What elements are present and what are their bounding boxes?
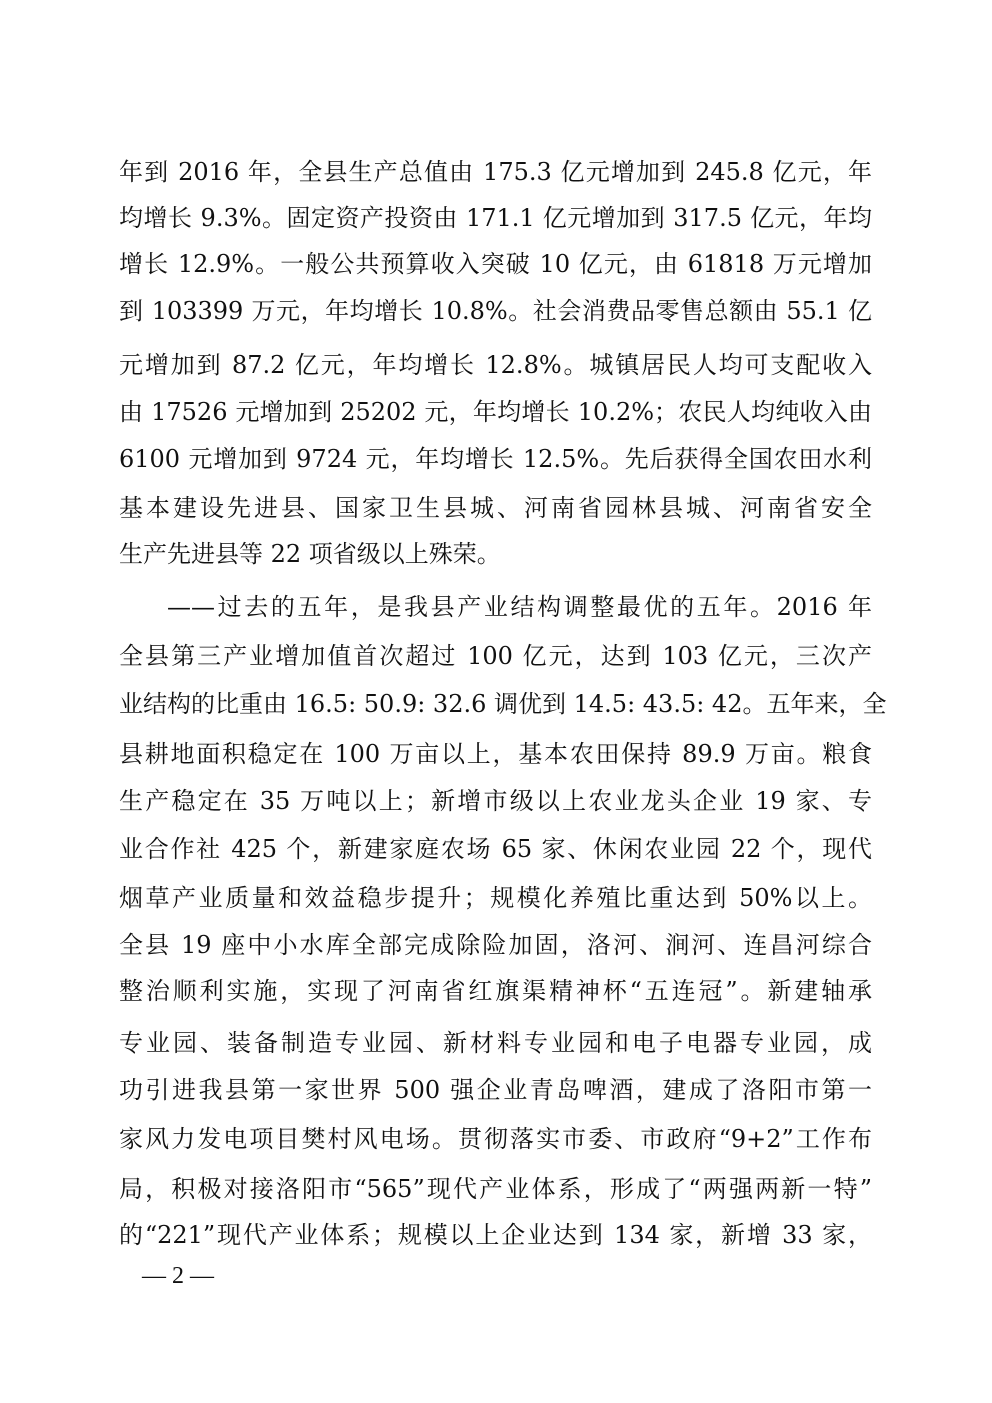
- text-line: 整治顺利实施，实现了河南省红旗渠精神杯“五连冠”。新建轴承: [119, 977, 872, 1005]
- text-line: 家风力发电项目樊村风电场。贯彻落实市委、市政府“9+2”工作布: [119, 1125, 872, 1153]
- text-line: 增长 12.9%。一般公共预算收入突破 10 亿元，由 61818 万元增加: [119, 250, 872, 278]
- text-line: ——过去的五年，是我县产业结构调整最优的五年。2016 年: [167, 593, 872, 621]
- text-line: 烟草产业质量和效益稳步提升；规模化养殖比重达到 50%以上。: [119, 884, 872, 912]
- text-line: 生产先进县等 22 项省级以上殊荣。: [119, 540, 501, 568]
- text-line: 元增加到 87.2 亿元，年均增长 12.8%。城镇居民人均可支配收入: [119, 351, 872, 379]
- text-line: 的“221”现代产业体系；规模以上企业达到 134 家，新增 33 家，: [119, 1221, 872, 1249]
- text-line: 6100 元增加到 9724 元，年均增长 12.5%。先后获得全国农田水利: [119, 445, 872, 473]
- text-line: 局，积极对接洛阳市“565”现代产业体系，形成了“两强两新一特”: [119, 1175, 872, 1203]
- text-line: 生产稳定在 35 万吨以上；新增市级以上农业龙头企业 19 家、专: [119, 787, 872, 815]
- text-line: 业结构的比重由 16.5: 50.9: 32.6 调优到 14.5: 43.5: 42。五年来，全: [119, 690, 887, 718]
- text-line: 全县第三产业增加值首次超过 100 亿元，达到 103 亿元，三次产: [119, 642, 872, 670]
- text-line: 由 17526 元增加到 25202 元，年均增长 10.2%；农民人均纯收入由: [119, 398, 872, 426]
- page-number: — 2 —: [142, 1263, 214, 1289]
- text-line: 均增长 9.3%。固定资产投资由 171.1 亿元增加到 317.5 亿元，年均: [119, 204, 872, 232]
- text-line: 专业园、装备制造专业园、新材料专业园和电子电器专业园，成: [119, 1029, 872, 1057]
- text-line: 全县 19 座中小水库全部完成除险加固，洛河、涧河、连昌河综合: [119, 931, 872, 959]
- text-line: 到 103399 万元，年均增长 10.8%。社会消费品零售总额由 55.1 亿: [119, 297, 872, 325]
- text-line: 年到 2016 年，全县生产总值由 175.3 亿元增加到 245.8 亿元，年: [119, 158, 872, 186]
- text-line: 基本建设先进县、国家卫生县城、河南省园林县城、河南省安全: [119, 494, 872, 522]
- text-line: 业合作社 425 个，新建家庭农场 65 家、休闲农业园 22 个，现代: [119, 835, 872, 863]
- text-line: 县耕地面积稳定在 100 万亩以上，基本农田保持 89.9 万亩。粮食: [119, 740, 872, 768]
- text-line: 功引进我县第一家世界 500 强企业青岛啤酒，建成了洛阳市第一: [119, 1076, 872, 1104]
